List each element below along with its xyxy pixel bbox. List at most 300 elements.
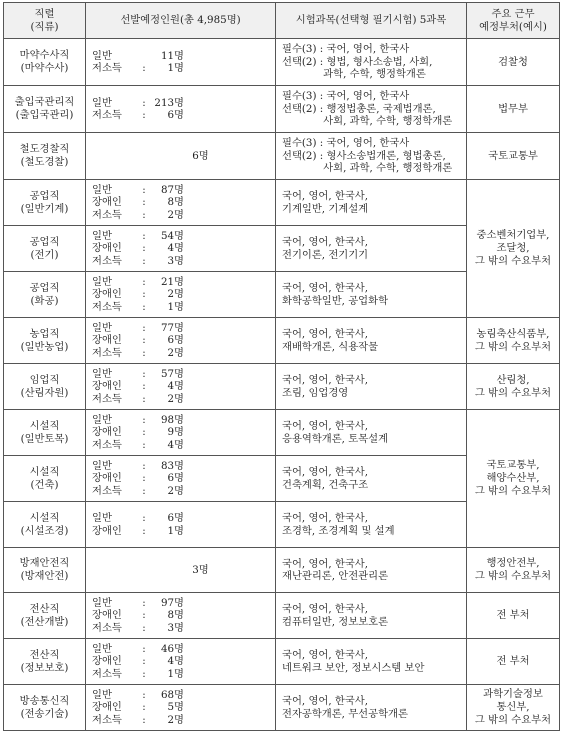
quota-label: 장애인 xyxy=(92,609,122,622)
dept-line: 과학기술정보 xyxy=(483,688,543,700)
table-header-row xyxy=(4,3,560,39)
quota-label: 일반 xyxy=(92,96,112,109)
quota-label: 일반 xyxy=(92,367,112,380)
quota-line xyxy=(92,597,275,610)
quota-cell xyxy=(86,39,276,86)
subject-line: 국어, 영어, 한국사, xyxy=(282,649,368,661)
subject-line: 조림, 임업경영 xyxy=(282,386,349,399)
subjects-cell xyxy=(276,502,467,548)
quota-line xyxy=(92,485,275,498)
job-cell xyxy=(4,410,86,456)
dept-cell xyxy=(467,685,560,731)
quota-value: 213명 xyxy=(154,96,184,109)
job-cell xyxy=(4,180,86,226)
quota-value: 46명 xyxy=(160,642,184,655)
dept-line: 검찰청 xyxy=(498,55,528,68)
quota-line xyxy=(92,512,275,525)
quota-line xyxy=(92,472,275,485)
job-cell xyxy=(4,548,86,593)
quota-separator: : xyxy=(142,459,146,472)
dept-cell xyxy=(467,318,560,364)
subjects-cell xyxy=(276,364,467,410)
quota-value: 68명 xyxy=(160,688,184,701)
quota-cell xyxy=(86,318,276,364)
quota-line xyxy=(92,426,275,439)
subject-line: 선택(2) : 행정법총론, 국제법개론, xyxy=(282,102,436,115)
subjects-cell xyxy=(276,318,467,364)
quota-label: 일반 xyxy=(92,321,112,334)
subject-line: 국어, 영어, 한국사, xyxy=(282,695,368,707)
job-line: (일반농업) xyxy=(20,340,69,353)
quota-label: 저소득 xyxy=(92,621,122,634)
quota-line xyxy=(92,242,275,255)
quota-line xyxy=(92,184,275,197)
quota-value: 83명 xyxy=(160,459,184,472)
quota-separator: : xyxy=(142,596,146,609)
quota-separator: : xyxy=(142,413,146,426)
quota-separator: : xyxy=(142,655,146,668)
quota-value: 2명 xyxy=(167,288,184,301)
quota-cell xyxy=(86,685,276,731)
quota-label: 저소득 xyxy=(92,438,122,451)
quota-value: 3명 xyxy=(167,254,184,267)
quota-separator: : xyxy=(142,96,146,109)
quota-value: 77명 xyxy=(160,321,184,334)
dept-line: 중소벤처기업부, xyxy=(476,229,550,241)
dept-line: 그 밖의 수요부처 xyxy=(474,570,552,582)
quota-cell xyxy=(86,548,276,593)
job-cell xyxy=(4,593,86,639)
subjects-cell xyxy=(276,548,467,593)
job-line: 방송통신직 xyxy=(19,694,70,707)
job-line: 시설직 xyxy=(29,465,60,478)
quota-label: 일반 xyxy=(92,229,112,242)
quota-separator: : xyxy=(142,275,146,288)
dept-line: 전 부처 xyxy=(496,655,530,667)
dept-cell xyxy=(467,133,560,180)
job-line: (일반기계) xyxy=(20,202,69,215)
quota-label: 일반 xyxy=(92,688,112,701)
quota-separator: : xyxy=(142,288,146,301)
subject-line: 선택(2) : 형법, 형사소송법, 사회, xyxy=(282,55,433,68)
job-cell xyxy=(4,318,86,364)
job-line: 공업직 xyxy=(29,235,60,248)
subject-line: 국어, 영어, 한국사, xyxy=(282,512,368,524)
job-cell xyxy=(4,133,86,180)
job-line: (시설조경) xyxy=(20,524,69,537)
subject-line: 국어, 영어, 한국사, xyxy=(282,374,368,386)
job-line: (건축) xyxy=(30,478,59,491)
dept-cell xyxy=(467,639,560,685)
table-row xyxy=(4,86,560,133)
quota-cell xyxy=(86,456,276,502)
quota-separator: : xyxy=(142,472,146,485)
subject-line: 국어, 영어, 한국사, xyxy=(282,236,368,248)
table-row xyxy=(4,410,560,456)
subject-line: 화학공학일반, 공업화학 xyxy=(282,294,389,307)
dept-line: 산림청, xyxy=(496,373,530,386)
job-line: (마약수사) xyxy=(20,62,69,74)
quota-line xyxy=(92,230,275,243)
quota-cell xyxy=(86,364,276,410)
quota-label: 일반 xyxy=(92,183,112,196)
quota-label: 일반 xyxy=(92,49,112,62)
quota-label: 저소득 xyxy=(92,208,122,221)
quota-separator: : xyxy=(142,242,146,255)
job-line: (전산개발) xyxy=(20,615,69,628)
quota-cell xyxy=(86,272,276,318)
quota-value: 97명 xyxy=(160,596,184,609)
table-row xyxy=(4,364,560,410)
quota-label: 장애인 xyxy=(92,242,122,255)
job-line: 마약수사직 xyxy=(19,49,70,61)
quota-line xyxy=(92,97,275,110)
quota-label: 일반 xyxy=(92,596,112,609)
quota-value: 2명 xyxy=(167,713,184,726)
dept-cell xyxy=(467,180,560,318)
quota-separator: : xyxy=(142,667,146,680)
subject-line: 필수(3) : 국어, 영어, 한국사 xyxy=(282,137,410,150)
quota-value: 8명 xyxy=(167,196,184,209)
quota-value: 87명 xyxy=(160,183,184,196)
job-cell xyxy=(4,226,86,272)
dept-line: 그 밖의 수요부처 xyxy=(474,714,552,726)
table-row xyxy=(4,685,560,731)
table-row xyxy=(4,133,560,180)
dept-line: 농림축산식품부, xyxy=(476,327,550,340)
job-line: (철도경찰) xyxy=(20,156,69,168)
quota-line xyxy=(92,288,275,301)
quota-label: 일반 xyxy=(92,642,112,655)
quota-line xyxy=(92,668,275,681)
quota-value: 5명 xyxy=(167,701,184,714)
dept-line: 그 밖의 수요부처 xyxy=(474,485,552,497)
quota-separator: : xyxy=(142,254,146,267)
quota-label: 일반 xyxy=(92,413,112,426)
subject-line: 전자공학개론, 무선공학개론 xyxy=(282,707,408,720)
quota-cell xyxy=(86,86,276,133)
job-line: 전산직 xyxy=(29,648,60,661)
quota-separator: : xyxy=(142,321,146,334)
quota-value: 1명 xyxy=(167,524,184,537)
quota-line xyxy=(92,209,275,222)
quota-line xyxy=(92,714,275,727)
table-row xyxy=(4,639,560,685)
quota-value: 6명 xyxy=(167,512,184,524)
quota-separator: : xyxy=(142,426,146,439)
quota-label: 일반 xyxy=(92,459,112,472)
quota-value: 2명 xyxy=(167,484,184,497)
quota-value: 98명 xyxy=(160,413,184,426)
job-line: 전산직 xyxy=(29,602,60,615)
job-line: 임업직 xyxy=(29,373,60,386)
quota-cell xyxy=(86,180,276,226)
quota-line xyxy=(92,301,275,314)
quota-line xyxy=(92,643,275,656)
quota-value: 2명 xyxy=(167,392,184,405)
quota-value: 4명 xyxy=(167,242,184,255)
dept-line: 그 밖의 수요부처 xyxy=(474,386,552,399)
quota-line xyxy=(92,414,275,427)
job-line: (출입국관리) xyxy=(15,109,74,121)
quota-label: 장애인 xyxy=(92,288,122,301)
dept-line: 법무부 xyxy=(498,102,528,115)
job-cell xyxy=(4,39,86,86)
quota-separator: : xyxy=(142,642,146,655)
header-subjects: 시험과목(선택형 필기시험) 5과목 xyxy=(276,3,467,39)
job-line: (정보보호) xyxy=(20,661,69,674)
subject-line: 재난관리론, 안전관리론 xyxy=(282,570,389,582)
quota-value: 8명 xyxy=(167,609,184,622)
job-line: 철도경찰직 xyxy=(19,143,70,155)
dept-line: 행정안전부, xyxy=(486,557,540,569)
dept-line: 통신부, xyxy=(496,701,530,713)
quota-separator: : xyxy=(142,109,146,121)
subject-line: 조경학, 조경계획 및 설계 xyxy=(282,524,395,537)
quota-line xyxy=(92,439,275,452)
quota-line xyxy=(92,50,275,63)
quota-line xyxy=(92,622,275,635)
quota-cell xyxy=(86,502,276,548)
quota-separator: : xyxy=(142,392,146,405)
dept-cell xyxy=(467,548,560,593)
subjects-cell xyxy=(276,133,467,180)
job-line: 공업직 xyxy=(29,281,60,294)
quota-total: 3명 xyxy=(192,563,209,576)
quota-label: 일반 xyxy=(92,275,112,288)
quota-line xyxy=(92,368,275,381)
job-line: (전송기술) xyxy=(20,707,69,720)
subject-line: 건축계획, 건축구조 xyxy=(282,478,369,491)
header-dept: 주요 근무 예정부처(예시) xyxy=(467,3,560,39)
dept-line: 그 밖의 수요부처 xyxy=(474,255,552,267)
quota-line xyxy=(92,460,275,473)
quota-label: 일반 xyxy=(92,512,112,524)
subject-line: 사회, 과학, 수학, 행정학개론 xyxy=(282,115,453,128)
subject-line: 국어, 영어, 한국사, xyxy=(282,557,368,570)
quota-separator: : xyxy=(142,334,146,347)
job-line: (산림자원) xyxy=(20,386,69,399)
quota-line xyxy=(92,380,275,393)
subject-line: 필수(3) : 국어, 영어, 한국사 xyxy=(282,43,410,56)
subject-line: 사회, 과학, 수학, 행정학개론 xyxy=(282,162,453,175)
quota-label: 장애인 xyxy=(92,472,122,485)
quota-line xyxy=(92,334,275,347)
job-line: (방재안전) xyxy=(20,570,69,582)
dept-line: 국토교통부 xyxy=(488,149,538,162)
quota-label: 장애인 xyxy=(92,334,122,347)
quota-total: 6명 xyxy=(192,149,209,162)
quota-value: 1명 xyxy=(167,300,184,313)
job-line: 시설직 xyxy=(29,419,60,432)
subject-line: 국어, 영어, 한국사, xyxy=(282,190,368,202)
quota-cell xyxy=(86,639,276,685)
subject-line: 필수(3) : 국어, 영어, 한국사 xyxy=(282,90,410,103)
subjects-cell xyxy=(276,86,467,133)
quota-separator: : xyxy=(142,229,146,242)
table-row xyxy=(4,593,560,639)
job-line: (화공) xyxy=(30,294,59,307)
subject-line: 컴퓨터일반, 정보보호론 xyxy=(282,615,389,628)
job-cell xyxy=(4,364,86,410)
quota-separator: : xyxy=(142,208,146,221)
quota-line xyxy=(92,609,275,622)
dept-cell xyxy=(467,364,560,410)
dept-line: 전 부처 xyxy=(496,609,530,621)
quota-line xyxy=(92,701,275,714)
quota-label: 장애인 xyxy=(92,196,122,209)
subjects-cell xyxy=(276,226,467,272)
subject-line: 네트워크 보안, 정보시스템 보안 xyxy=(282,661,425,674)
quota-separator: : xyxy=(142,367,146,380)
dept-line: 국토교통부, xyxy=(486,459,540,471)
quota-separator: : xyxy=(142,713,146,726)
subject-line: 재배학개론, 식용작물 xyxy=(282,340,379,353)
quota-separator: : xyxy=(142,609,146,622)
subjects-cell xyxy=(276,272,467,318)
header-quota: 선발예정인원(총 4,985명) xyxy=(86,3,276,39)
job-cell xyxy=(4,86,86,133)
quota-value: 21명 xyxy=(160,275,184,288)
quota-separator: : xyxy=(142,380,146,393)
subject-line: 국어, 영어, 한국사, xyxy=(282,328,368,340)
quota-line xyxy=(92,196,275,209)
job-line: 출입국관리직 xyxy=(14,96,75,108)
table-row xyxy=(4,180,560,226)
subject-line: 선택(2) : 형사소송법개론, 형법총론, xyxy=(282,149,446,162)
dept-line: 해양수산부, xyxy=(486,472,540,484)
quota-label: 저소득 xyxy=(92,109,122,121)
dept-cell xyxy=(467,593,560,639)
subject-line: 국어, 영어, 한국사, xyxy=(282,603,368,615)
job-line: (전기) xyxy=(30,248,59,261)
quota-separator: : xyxy=(142,484,146,497)
subject-line: 국어, 영어, 한국사, xyxy=(282,466,368,478)
job-cell xyxy=(4,272,86,318)
job-cell xyxy=(4,685,86,731)
quota-value: 2명 xyxy=(167,208,184,221)
quota-line xyxy=(92,109,275,122)
job-cell xyxy=(4,456,86,502)
quota-line xyxy=(92,62,275,75)
subjects-cell xyxy=(276,456,467,502)
dept-cell xyxy=(467,410,560,548)
quota-value: 54명 xyxy=(160,229,184,242)
recruitment-table xyxy=(3,2,560,731)
quota-label: 저소득 xyxy=(92,254,122,267)
quota-line xyxy=(92,655,275,668)
job-cell xyxy=(4,502,86,548)
job-line: 시설직 xyxy=(29,511,60,524)
quota-value: 6명 xyxy=(167,472,184,485)
job-line: 방재안전직 xyxy=(19,557,70,569)
quota-line xyxy=(92,322,275,335)
quota-separator: : xyxy=(142,621,146,634)
quota-label: 장애인 xyxy=(92,524,122,537)
job-cell xyxy=(4,639,86,685)
quota-value: 2명 xyxy=(167,346,184,359)
quota-separator: : xyxy=(142,524,146,537)
quota-separator: : xyxy=(142,183,146,196)
dept-line: 그 밖의 수요부처 xyxy=(474,340,552,353)
quota-separator: : xyxy=(142,346,146,359)
quota-separator: : xyxy=(142,688,146,701)
subject-line: 국어, 영어, 한국사, xyxy=(282,420,368,432)
dept-line: 조달청, xyxy=(496,242,530,254)
table-row xyxy=(4,318,560,364)
header-job: 직렬 (직류) xyxy=(4,3,86,39)
quota-value: 6명 xyxy=(167,109,184,121)
quota-label: 장애인 xyxy=(92,655,122,668)
quota-label: 저소득 xyxy=(92,713,122,726)
quota-separator: : xyxy=(142,300,146,313)
quota-cell xyxy=(86,593,276,639)
dept-cell xyxy=(467,39,560,86)
quota-value: 4명 xyxy=(167,438,184,451)
job-line: (일반토목) xyxy=(20,432,69,445)
quota-value: 4명 xyxy=(167,655,184,668)
quota-separator: : xyxy=(142,701,146,714)
subjects-cell xyxy=(276,639,467,685)
quota-label: 저소득 xyxy=(92,300,122,313)
quota-line xyxy=(92,347,275,360)
subject-line: 응용역학개론, 토목설계 xyxy=(282,432,389,445)
quota-line xyxy=(92,276,275,289)
quota-line xyxy=(92,393,275,406)
quota-line xyxy=(92,255,275,268)
quota-label: 저소득 xyxy=(92,484,122,497)
quota-value: 4명 xyxy=(167,380,184,393)
quota-value: 9명 xyxy=(167,426,184,439)
quota-value: 11명 xyxy=(160,49,184,62)
dept-cell xyxy=(467,86,560,133)
quota-separator: : xyxy=(142,62,146,74)
subjects-cell xyxy=(276,180,467,226)
subjects-cell xyxy=(276,410,467,456)
table-row xyxy=(4,39,560,86)
quota-separator: : xyxy=(142,438,146,451)
quota-separator: : xyxy=(142,512,146,524)
subject-line: 기계일반, 기계설계 xyxy=(282,202,369,215)
quota-label: 저소득 xyxy=(92,62,122,74)
quota-cell xyxy=(86,226,276,272)
quota-label: 장애인 xyxy=(92,380,122,393)
subject-line: 과학, 수학, 행정학개론 xyxy=(282,68,426,81)
quota-label: 장애인 xyxy=(92,426,122,439)
quota-line xyxy=(92,689,275,702)
job-line: 농업직 xyxy=(29,327,60,340)
subjects-cell xyxy=(276,685,467,731)
quota-line xyxy=(92,525,275,538)
subjects-cell xyxy=(276,593,467,639)
quota-value: 1명 xyxy=(167,62,184,74)
quota-cell xyxy=(86,133,276,180)
quota-value: 57명 xyxy=(160,367,184,380)
quota-cell xyxy=(86,410,276,456)
quota-label: 저소득 xyxy=(92,667,122,680)
subject-line: 국어, 영어, 한국사, xyxy=(282,282,368,294)
quota-value: 1명 xyxy=(167,667,184,680)
quota-label: 저소득 xyxy=(92,392,122,405)
quota-label: 저소득 xyxy=(92,346,122,359)
quota-separator: : xyxy=(142,196,146,209)
quota-value: 6명 xyxy=(167,334,184,347)
table-row xyxy=(4,548,560,593)
quota-value: 3명 xyxy=(167,621,184,634)
subject-line: 전기이론, 전기기기 xyxy=(282,248,369,261)
subjects-cell xyxy=(276,39,467,86)
quota-label: 장애인 xyxy=(92,701,122,714)
